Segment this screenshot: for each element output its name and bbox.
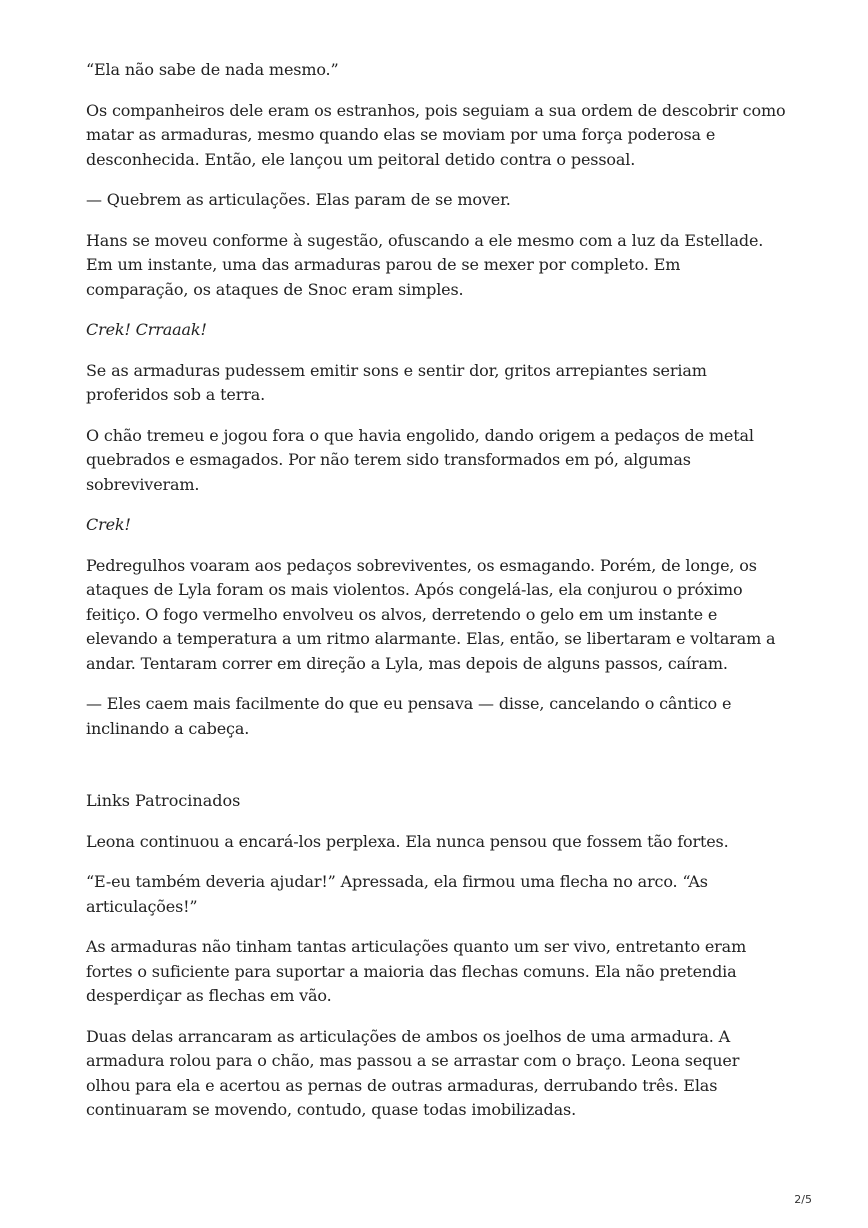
paragraph: As armaduras não tinham tantas articulações quanto um ser vivo, entretanto eram fortes o suficiente para suportar a maioria das flechas comuns. Ela não pretendia desperdiçar as flechas em vão. — [86, 937, 747, 1005]
paragraph-sound-effect: Crek! Crraaak! — [86, 320, 207, 339]
paragraph: Hans se moveu conforme à sugestão, ofuscando a ele mesmo com a luz da Estellade. Em um instante, uma das armaduras parou de se mexer por completo. Em comparação, os ataques de Snoc eram simples. — [86, 230, 764, 299]
document-page — [86, 58, 786, 1139]
sponsored-links-label: Links Patrocinados — [86, 791, 241, 810]
paragraph: “Ela não sabe de nada mesmo.” — [86, 60, 339, 79]
page-number: 2/5 — [794, 1193, 812, 1206]
paragraph: Pedregulhos voaram aos pedaços sobreviventes, os esmagando. Porém, de longe, os ataques de Lyla foram os mais violentos. Após congelá-las, ela conjurou o próximo feitiço. O fogo vermelho envolveu os alvos, derretendo o gelo em um instante e elevando a temperatura a um ritmo alarmante. Elas, então, se libertaram e voltaram a andar. Tentaram correr em direção a Lyla, mas depois de alguns passos, caíram. — [86, 555, 776, 673]
paragraphs-top — [86, 58, 786, 741]
paragraph: Duas delas arrancaram as articulações de ambos os joelhos de uma armadura. A armadura rolou para o chão, mas passou a se arrastar com o braço. Leona sequer olhou para ela e acertou as pernas de outras armaduras, derrubando três. Elas continuaram se movendo, contudo, quase todas imobilizadas. — [86, 1026, 740, 1119]
paragraph: — Eles caem mais facilmente do que eu pensava — disse, cancelando o cântico e inclinando a cabeça. — [86, 694, 732, 738]
paragraph-sound-effect: Crek! — [86, 515, 131, 534]
paragraph: Se as armaduras pudessem emitir sons e sentir dor, gritos arrepiantes seriam proferidos sob a terra. — [86, 360, 707, 404]
paragraphs-bottom — [86, 830, 786, 1123]
paragraph: Leona continuou a encará-los perplexa. Ela nunca pensou que fossem tão fortes. — [86, 831, 729, 851]
paragraph: Os companheiros dele eram os estranhos, pois seguiam a sua ordem de descobrir como matar as armaduras, mesmo quando elas se moviam por uma força poderosa e desconhecida. Então, ele lançou um peitoral detido contra o pessoal. — [86, 100, 786, 169]
paragraph: — Quebrem as articulações. Elas param de se mover. — [86, 190, 511, 209]
spacer — [86, 757, 786, 789]
paragraph: O chão tremeu e jogou fora o que havia engolido, dando origem a pedaços de metal quebrados e esmagados. Por não terem sido transformados em pó, algumas sobreviveram. — [86, 425, 754, 494]
paragraph: “E-eu também deveria ajudar!” Apressada, ela firmou uma flecha no arco. “As articulações!” — [86, 872, 708, 916]
